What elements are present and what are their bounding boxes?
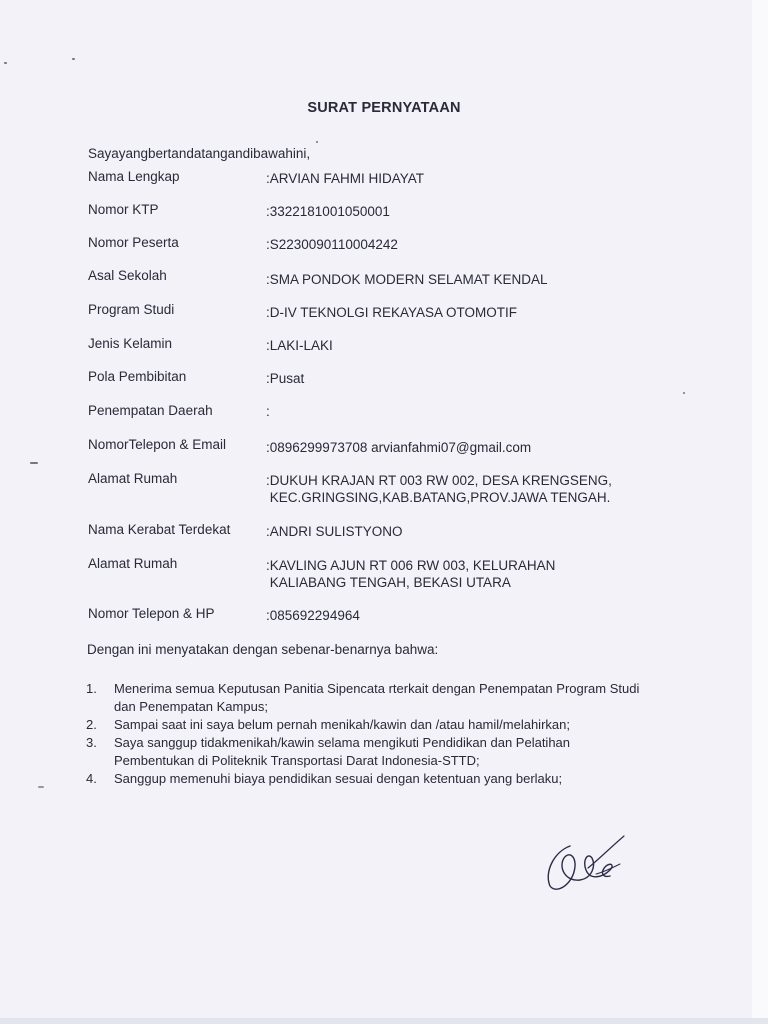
list-item-text: Sampai saat ini saya belum pernah menikah/kawin dan /atau hamil/melahirkan; <box>114 717 570 732</box>
field-value-phone-email: :0896299973708 arvianfahmi07@gmail.com <box>266 440 532 455</box>
field-label-regional-placement: Penempatan Daerah <box>88 403 213 418</box>
field-value-pola-pembibitan: :Pusat <box>266 371 305 386</box>
scan-speck <box>683 392 685 394</box>
field-value-full-name: :ARVIAN FAHMI HIDAYAT <box>266 171 425 186</box>
field-label-pola-pembibitan: Pola Pembibitan <box>88 369 187 384</box>
field-value-regional-placement: : <box>266 404 270 419</box>
scan-speck <box>38 786 44 788</box>
field-label-study-program: Program Studi <box>88 302 175 317</box>
field-label-full-name: Nama Lengkap <box>88 169 180 184</box>
field-value-closest-relative: :ANDRI SULISTYONO <box>266 524 403 539</box>
field-label-school: Asal Sekolah <box>88 268 167 283</box>
list-item-number: 3. <box>86 735 97 750</box>
list-item-number: 2. <box>86 717 97 732</box>
field-label-participant-number: Nomor Peserta <box>88 235 179 250</box>
list-item <box>86 734 646 770</box>
field-label-gender: Jenis Kelamin <box>88 336 173 351</box>
field-value-school: :SMA PONDOK MODERN SELAMAT KENDAL <box>266 272 548 287</box>
scan-speck <box>4 62 7 64</box>
list-item <box>86 770 646 788</box>
field-label-phone-email: NomorTelepon & Email <box>88 437 227 452</box>
field-label-closest-relative: Nama Kerabat Terdekat <box>88 522 231 537</box>
document-title: SURAT PERNYATAAN <box>307 100 461 116</box>
list-item <box>86 680 646 716</box>
list-item-text: Saya sanggup tidakmenikah/kawin selama mengikuti Pendidikan dan Pelatihan Pembentukan di Politeknik Transportasi Darat Indonesia-STTD; <box>114 735 571 768</box>
field-label-relative-address: Alamat Rumah <box>88 556 178 571</box>
field-value-study-program: :D-IV TEKNOLGI REKAYASA OTOMOTIF <box>266 305 518 320</box>
statement-text: Dengan ini menyatakan dengan sebenar-benarnya bahwa: <box>87 642 439 657</box>
field-value-phone-hp: :085692294964 <box>266 608 360 623</box>
field-label-phone-hp: Nomor Telepon & HP <box>88 606 215 621</box>
field-label-home-address: Alamat Rumah <box>88 471 178 486</box>
field-value-relative-address: :KAVLING AJUN RT 006 RW 003, KELURAHAN KALIABANG TENGAH, BEKASI UTARA <box>266 558 556 590</box>
field-label-ktp: Nomor KTP <box>88 202 159 217</box>
handwritten-signature <box>540 828 630 898</box>
scan-speck <box>316 141 318 143</box>
field-value-gender: :LAKI-LAKI <box>266 338 333 353</box>
scan-bottom-edge <box>0 1018 768 1024</box>
list-item-number: 1. <box>86 681 97 696</box>
list-item-text: Menerima semua Keputusan Panitia Sipencata rterkait dengan Penempatan Program Studi dan Penempatan Kampus; <box>114 681 640 714</box>
scan-speck <box>72 58 75 60</box>
field-value-participant-number: :S2230090110004242 <box>266 237 398 252</box>
list-item-text: Sanggup memenuhi biaya pendidikan sesuai dengan ketentuan yang berlaku; <box>114 771 563 786</box>
field-value-ktp: :3322181001050001 <box>266 204 390 219</box>
statement-list <box>86 680 646 788</box>
list-item <box>86 716 646 734</box>
list-item-number: 4. <box>86 771 97 786</box>
intro-text: Sayayangbertandatangandibawahini, <box>88 146 311 161</box>
scan-margin <box>752 0 768 1024</box>
field-value-home-address: :DUKUH KRAJAN RT 003 RW 002, DESA KRENGSENG, KEC.GRINGSING,KAB.BATANG,PROV.JAWA TENGAH. <box>266 473 612 505</box>
scan-speck <box>30 462 38 464</box>
